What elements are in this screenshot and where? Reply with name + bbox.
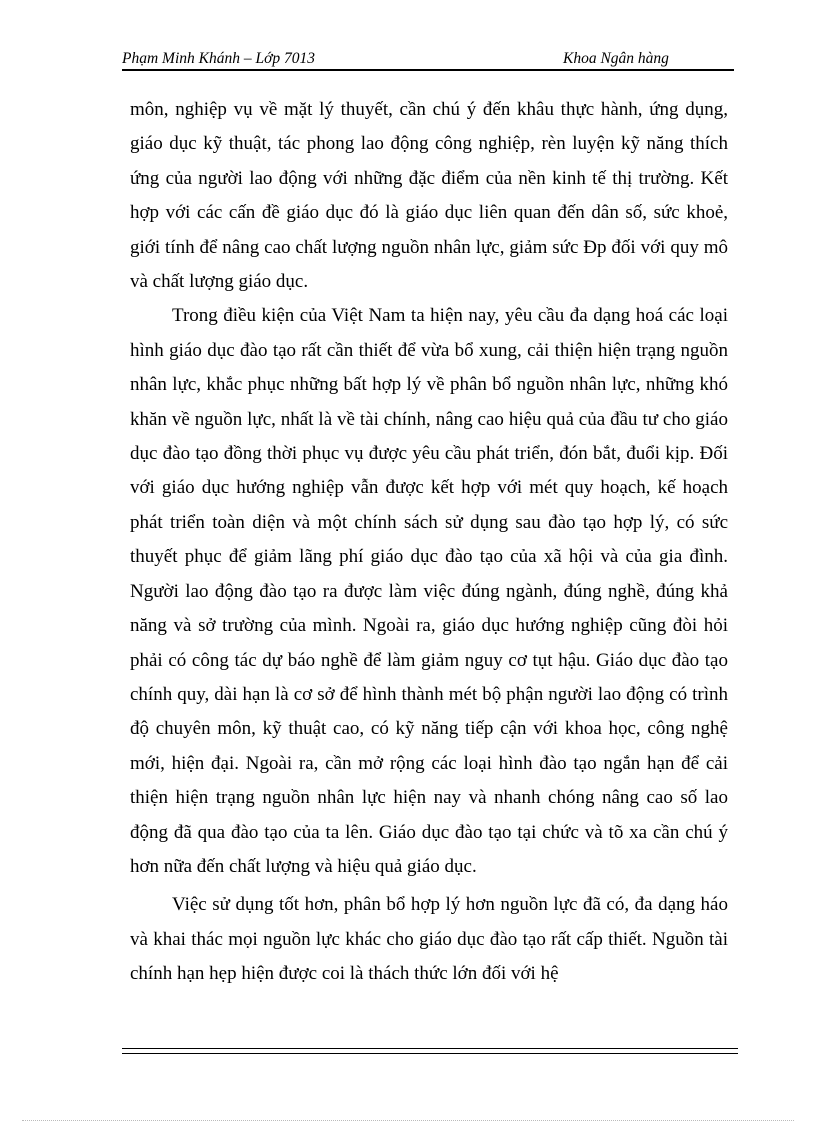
paragraph-training-diversification: Trong điều kiện của Việt Nam ta hiện nay, yêu cầu đa dạng hoá các loại hình giáo dục đào tạo rất cần thiết để vừa bổ xung, cải thiện hiện trạng nguồn nhân lực, khắc phục những bất hợp lý về phân bổ nguồn nhân lực, những khó khăn về nguồn lực, nhất là về tài chính, nâng cao hiệu quả của đầu tư cho giáo dục đào tạo đồng thời phục vụ được yêu cầu phát triển, đón bắt, đuổi kịp. Đối với giáo dục hướng nghiệp vẫn được kết hợp với mét quy hoạch, kế hoạch phát triển toàn diện và một chính sách sử dụng sau đào tạo hợp lý, có sức thuyết phục để giảm lãng phí giáo dục đào tạo của xã hội và của gia đình. Người lao động đào tạo ra được làm việc đúng ngành, đúng nghề, đúng khả năng và sở trường của mình. Ngoài ra, giáo dục hướng nghiệp cũng đòi hỏi phải có công tác dự báo nghề để làm giảm nguy cơ tụt hậu. Giáo dục đào tạo chính quy, dài hạn là cơ sở để hình thành mét bộ phận người lao động có trình độ chuyên môn, kỹ thuật cao, có kỹ năng tiếp cận với khoa học, công nghệ mới, hiện đại. Ngoài ra, cần mở rộng các loại hình đào tạo ngắn hạn để cải thiện hiện trạng nguồn nhân lực hiện nay và nhanh chóng nâng cao số lao động đã qua đào tạo của ta lên. Giáo dục đào tạo tại chức và tõ xa cần chú ý hơn nữa đến chất lượng và hiệu quả giáo dục. bbox=[130, 305, 728, 877]
page-bottom-dotted-line bbox=[22, 1120, 794, 1121]
document-body bbox=[130, 93, 728, 992]
footer-double-rule bbox=[122, 1048, 738, 1054]
header-department: Khoa Ngân hàng bbox=[563, 50, 669, 67]
paragraph-continuation: môn, nghiệp vụ về mặt lý thuyết, cần chú ý đến khâu thực hành, ứng dụng, giáo dục kỹ thuật, tác phong lao động công nghiệp, rèn luyện kỹ năng thích ứng của người lao động với những đặc điểm của nền kinh tế thị trường. Kết hợp với các cấn đề giáo dục đó là giáo dục liên quan đến dân số, sức khoẻ, giới tính để nâng cao chất lượng nguồn nhân lực, giảm sức Đp đối với quy mô và chất lượng giáo dục. bbox=[130, 99, 728, 293]
page-header bbox=[122, 49, 734, 71]
paragraph-resource-usage: Việc sử dụng tốt hơn, phân bổ hợp lý hơn nguồn lực đã có, đa dạng háo và khai thác mọi nguồn lực khác cho giáo dục đào tạo rất cấp thiết. Nguồn tài chính hạn hẹp hiện được coi là thách thức lớn đối với hệ bbox=[130, 894, 728, 985]
header-author-class: Phạm Minh Khánh – Lớp 7013 bbox=[122, 50, 315, 67]
